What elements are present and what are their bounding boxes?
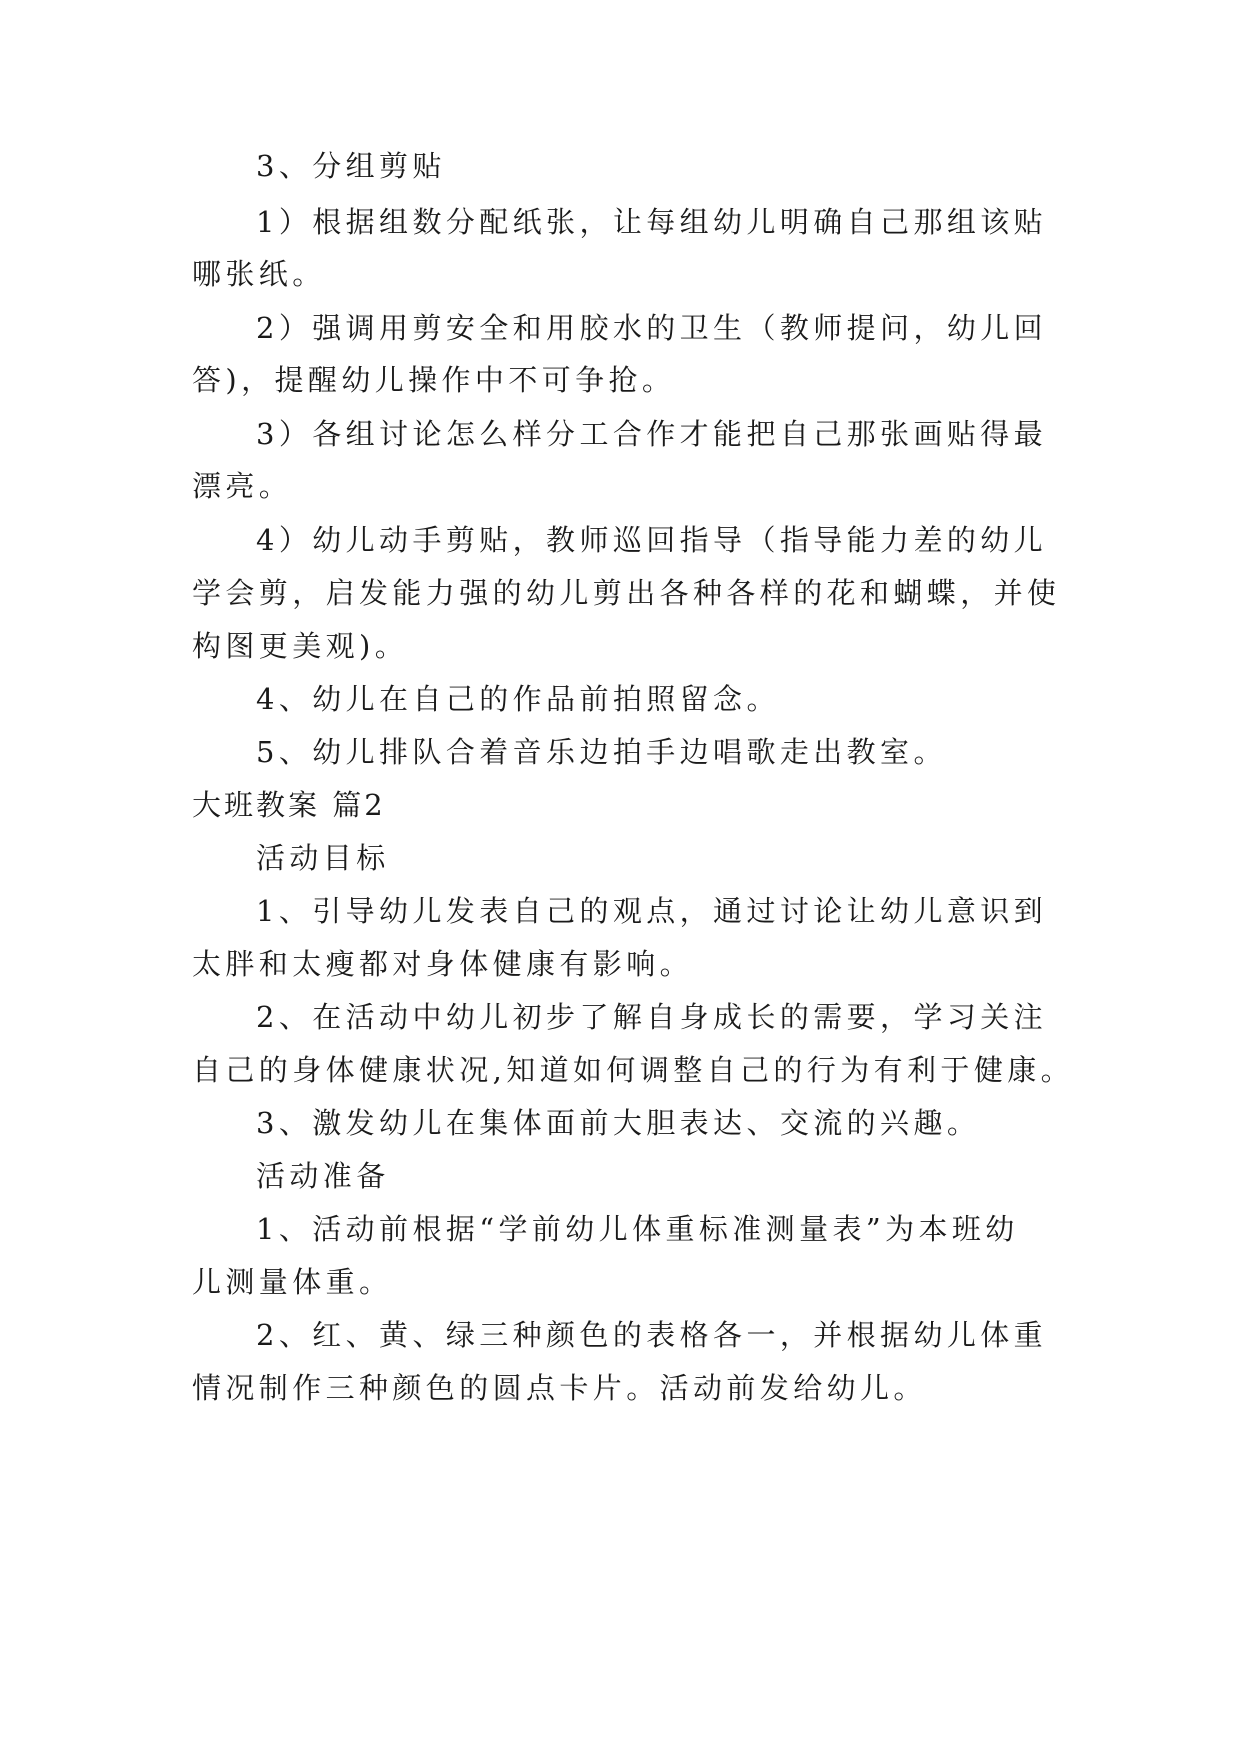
sub2-line1: 2）强调用剪安全和用胶水的卫生（教师提问，幼儿回: [256, 311, 1048, 345]
sub4-line2: 学会剪，启发能力强的幼儿剪出各种各样的花和蝴蝶，并使: [192, 576, 1061, 610]
goal2-line1: 2、在活动中幼儿初步了解自身成长的需要，学习关注: [256, 1000, 1048, 1034]
section-heading: 大班教案 篇2: [192, 788, 386, 822]
goal3-text: 3、激发幼儿在集体面前大胆表达、交流的兴趣。: [256, 1106, 981, 1140]
sub3-line1: 3）各组讨论怎么样分工合作才能把自己那张画贴得最: [256, 417, 1048, 451]
step3-title: 3、分组剪贴: [256, 149, 446, 183]
goal2-line2: 自己的身体健康状况,知道如何调整自己的行为有利于健康。: [192, 1053, 1075, 1087]
goal1-line1: 1、引导幼儿发表自己的观点，通过讨论让幼儿意识到: [256, 894, 1048, 928]
prep2-line2: 情况制作三种颜色的圆点卡片。活动前发给幼儿。: [192, 1371, 927, 1405]
step5-text: 5、幼儿排队合着音乐边拍手边唱歌走出教室。: [256, 735, 947, 769]
goal1-line2: 太胖和太瘦都对身体健康有影响。: [192, 947, 694, 981]
sub4-line1: 4）幼儿动手剪贴，教师巡回指导（指导能力差的幼儿: [256, 523, 1048, 557]
prep2-line1: 2、红、黄、绿三种颜色的表格各一，并根据幼儿体重: [256, 1318, 1048, 1352]
goals-title: 活动目标: [256, 841, 390, 875]
sub4-line3: 构图更美观)。: [192, 629, 409, 663]
sub3-line2: 漂亮。: [192, 469, 293, 503]
step4-text: 4、幼儿在自己的作品前拍照留念。: [256, 682, 780, 716]
prep-title: 活动准备: [256, 1159, 390, 1193]
sub1-line1: 1）根据组数分配纸张，让每组幼儿明确自己那组该贴: [256, 205, 1048, 239]
prep1-line1: 1、活动前根据“学前幼儿体重标准测量表”为本班幼: [256, 1212, 1019, 1246]
sub2-line2: 答)，提醒幼儿操作中不可争抢。: [192, 363, 676, 397]
prep1-line2: 儿测量体重。: [192, 1265, 393, 1299]
sub1-line2: 哪张纸。: [192, 257, 326, 291]
